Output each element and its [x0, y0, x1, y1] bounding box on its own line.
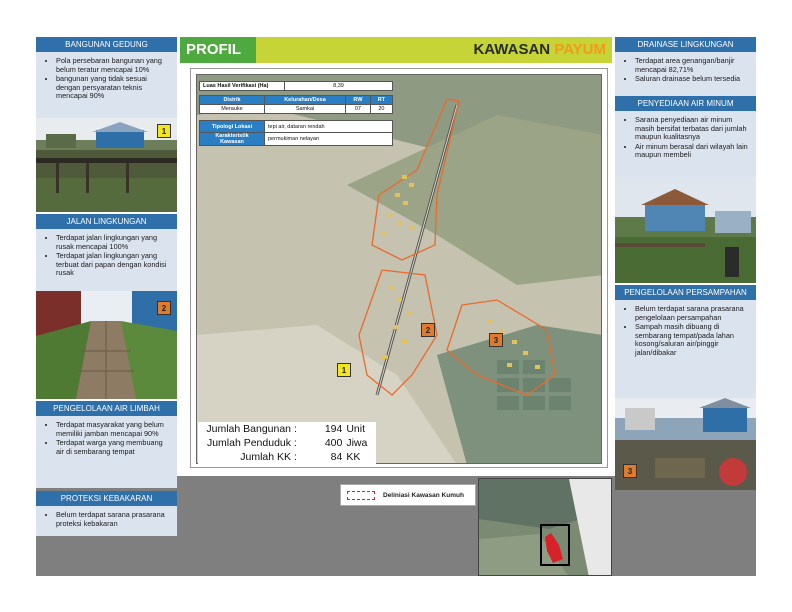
bangunan-gedung-photo: [36, 118, 177, 212]
bangunan-gedung-panel: [36, 52, 177, 118]
map-marker-3[interactable]: 3: [489, 333, 503, 347]
table-header: Distrik: [200, 96, 265, 105]
table-cell: 07: [346, 105, 371, 114]
proteksi-kebakaran-panel: [36, 506, 177, 536]
list-item: • bangunan yang tidak sesuai dengan persyaratan teknis mencapai 90%: [56, 75, 171, 101]
tipologi-table: [199, 120, 393, 146]
list-item: • Belum terdapat sarana prasarana pengelolaan persampahan: [635, 305, 750, 322]
air-limbah-panel: [36, 416, 177, 488]
stat-value: 400: [324, 437, 343, 449]
air-limbah-list: [36, 416, 177, 461]
stat-row: [198, 436, 376, 450]
drainase-panel: [615, 52, 756, 96]
table-cell: Samkai: [265, 105, 346, 114]
karakteristik-label: Karakteristik Kawasan: [200, 133, 265, 146]
stat-row: [198, 422, 376, 436]
stat-label: Jumlah KK :: [240, 451, 297, 463]
list-item: • Sampah masih dibuang di sembarang tempat/pada lahan kosong/saluran air/pinggir jalan/dibakar: [635, 323, 750, 357]
list-item: • Pola persebaran bangunan yang belum teratur mencapai 10%: [56, 57, 171, 74]
statistics-box: [198, 422, 376, 466]
list-item: • Sarana penyediaan air minum masih bersifat terbatas dari jumlah maupun kualitasnya: [635, 116, 750, 142]
inset-map[interactable]: [478, 478, 612, 576]
air-minum-photo: [615, 177, 756, 283]
legend-label: Deliniasi Kawasan Kumuh: [383, 491, 464, 499]
stat-value: 84: [330, 451, 343, 463]
map-marker-1[interactable]: 1: [337, 363, 351, 377]
map-legend: [340, 484, 476, 506]
list-item: • Terdapat jalan lingkungan yang rusak mencapai 100%: [56, 234, 171, 251]
table-header: Kelurahan/Desa: [265, 96, 346, 105]
drainase-list: [615, 52, 756, 89]
jalan-lingkungan-header: JALAN LINGKUNGAN: [36, 214, 177, 229]
satellite-map[interactable]: [196, 74, 602, 464]
location-table: [199, 95, 393, 114]
luas-table: [199, 81, 393, 91]
kawasan-title: [473, 37, 612, 63]
list-item: • Terdapat masyarakat yang belum memiliki jamban mencapai 90%: [56, 421, 171, 438]
bangunan-gedung-header: BANGUNAN GEDUNG: [36, 37, 177, 52]
list-item: • Terdapat warga yang membuang air di sembarang tempat: [56, 439, 171, 456]
drainase-header: DRAINASE LINGKUNGAN: [615, 37, 756, 52]
map-marker-2[interactable]: 2: [421, 323, 435, 337]
karakteristik-value: permukiman nelayan: [265, 133, 393, 146]
jalan-lingkungan-photo: [36, 291, 177, 399]
photo-marker-badge: 3: [623, 464, 637, 478]
table-cell: 20: [370, 105, 392, 114]
stat-value: 194: [324, 423, 343, 435]
persampahan-panel: [615, 300, 756, 398]
list-item: • Saluran drainase belum tersedia: [635, 75, 750, 84]
delineation-swatch: [347, 491, 375, 500]
bangunan-gedung-list: [36, 52, 177, 106]
list-item: • Belum terdapat sarana prasarana proteksi kebakaran: [56, 511, 171, 528]
persampahan-list: [615, 300, 756, 363]
list-item: • Air minum berasal dari wilayah lain maupun membeli: [635, 143, 750, 160]
air-minum-panel: [615, 111, 756, 177]
air-minum-header: PENYEDIAAN AIR MINUM: [615, 96, 756, 111]
photo-marker-badge: 2: [157, 301, 171, 315]
luas-value: 8,39: [285, 82, 393, 91]
proteksi-kebakaran-header: PROTEKSI KEBAKARAN: [36, 491, 177, 506]
air-minum-list: [615, 111, 756, 165]
air-limbah-header: PENGELOLAAN AIR LIMBAH: [36, 401, 177, 416]
tipologi-label: Tipologi Lokasi: [200, 121, 265, 133]
list-item: • Terdapat jalan lingkungan yang terbuat dari papan dengan kondisi rusak: [56, 252, 171, 278]
profil-title: PROFIL: [180, 37, 256, 63]
persampahan-photo: [615, 398, 756, 490]
luas-label: Luas Hasil Verifikasi (Ha): [200, 82, 285, 91]
location-name: PAYUM: [554, 41, 606, 58]
photo-marker-badge: 1: [157, 124, 171, 138]
table-header: RT: [370, 96, 392, 105]
stat-label: Jumlah Bangunan :: [206, 423, 297, 435]
stat-row: [198, 450, 376, 464]
tipologi-value: tepi air, dataran rendah: [265, 121, 393, 133]
stat-label: Jumlah Penduduk :: [206, 437, 297, 449]
map-info-box: [199, 81, 393, 146]
inset-map-image: [479, 479, 612, 576]
table-cell: Merauke: [200, 105, 265, 114]
kawasan-label: KAWASAN: [473, 41, 551, 58]
stat-unit: Unit: [346, 423, 366, 435]
stat-unit: Jiwa: [346, 437, 368, 449]
jalan-lingkungan-panel: [36, 229, 177, 291]
stat-unit: KK: [346, 451, 361, 463]
table-header: RW: [346, 96, 371, 105]
jalan-lingkungan-list: [36, 229, 177, 283]
persampahan-header: PENGELOLAAN PERSAMPAHAN: [615, 285, 756, 300]
list-item: • Terdapat area genangan/banjir mencapai 82,71%: [635, 57, 750, 74]
proteksi-kebakaran-list: [36, 506, 177, 533]
